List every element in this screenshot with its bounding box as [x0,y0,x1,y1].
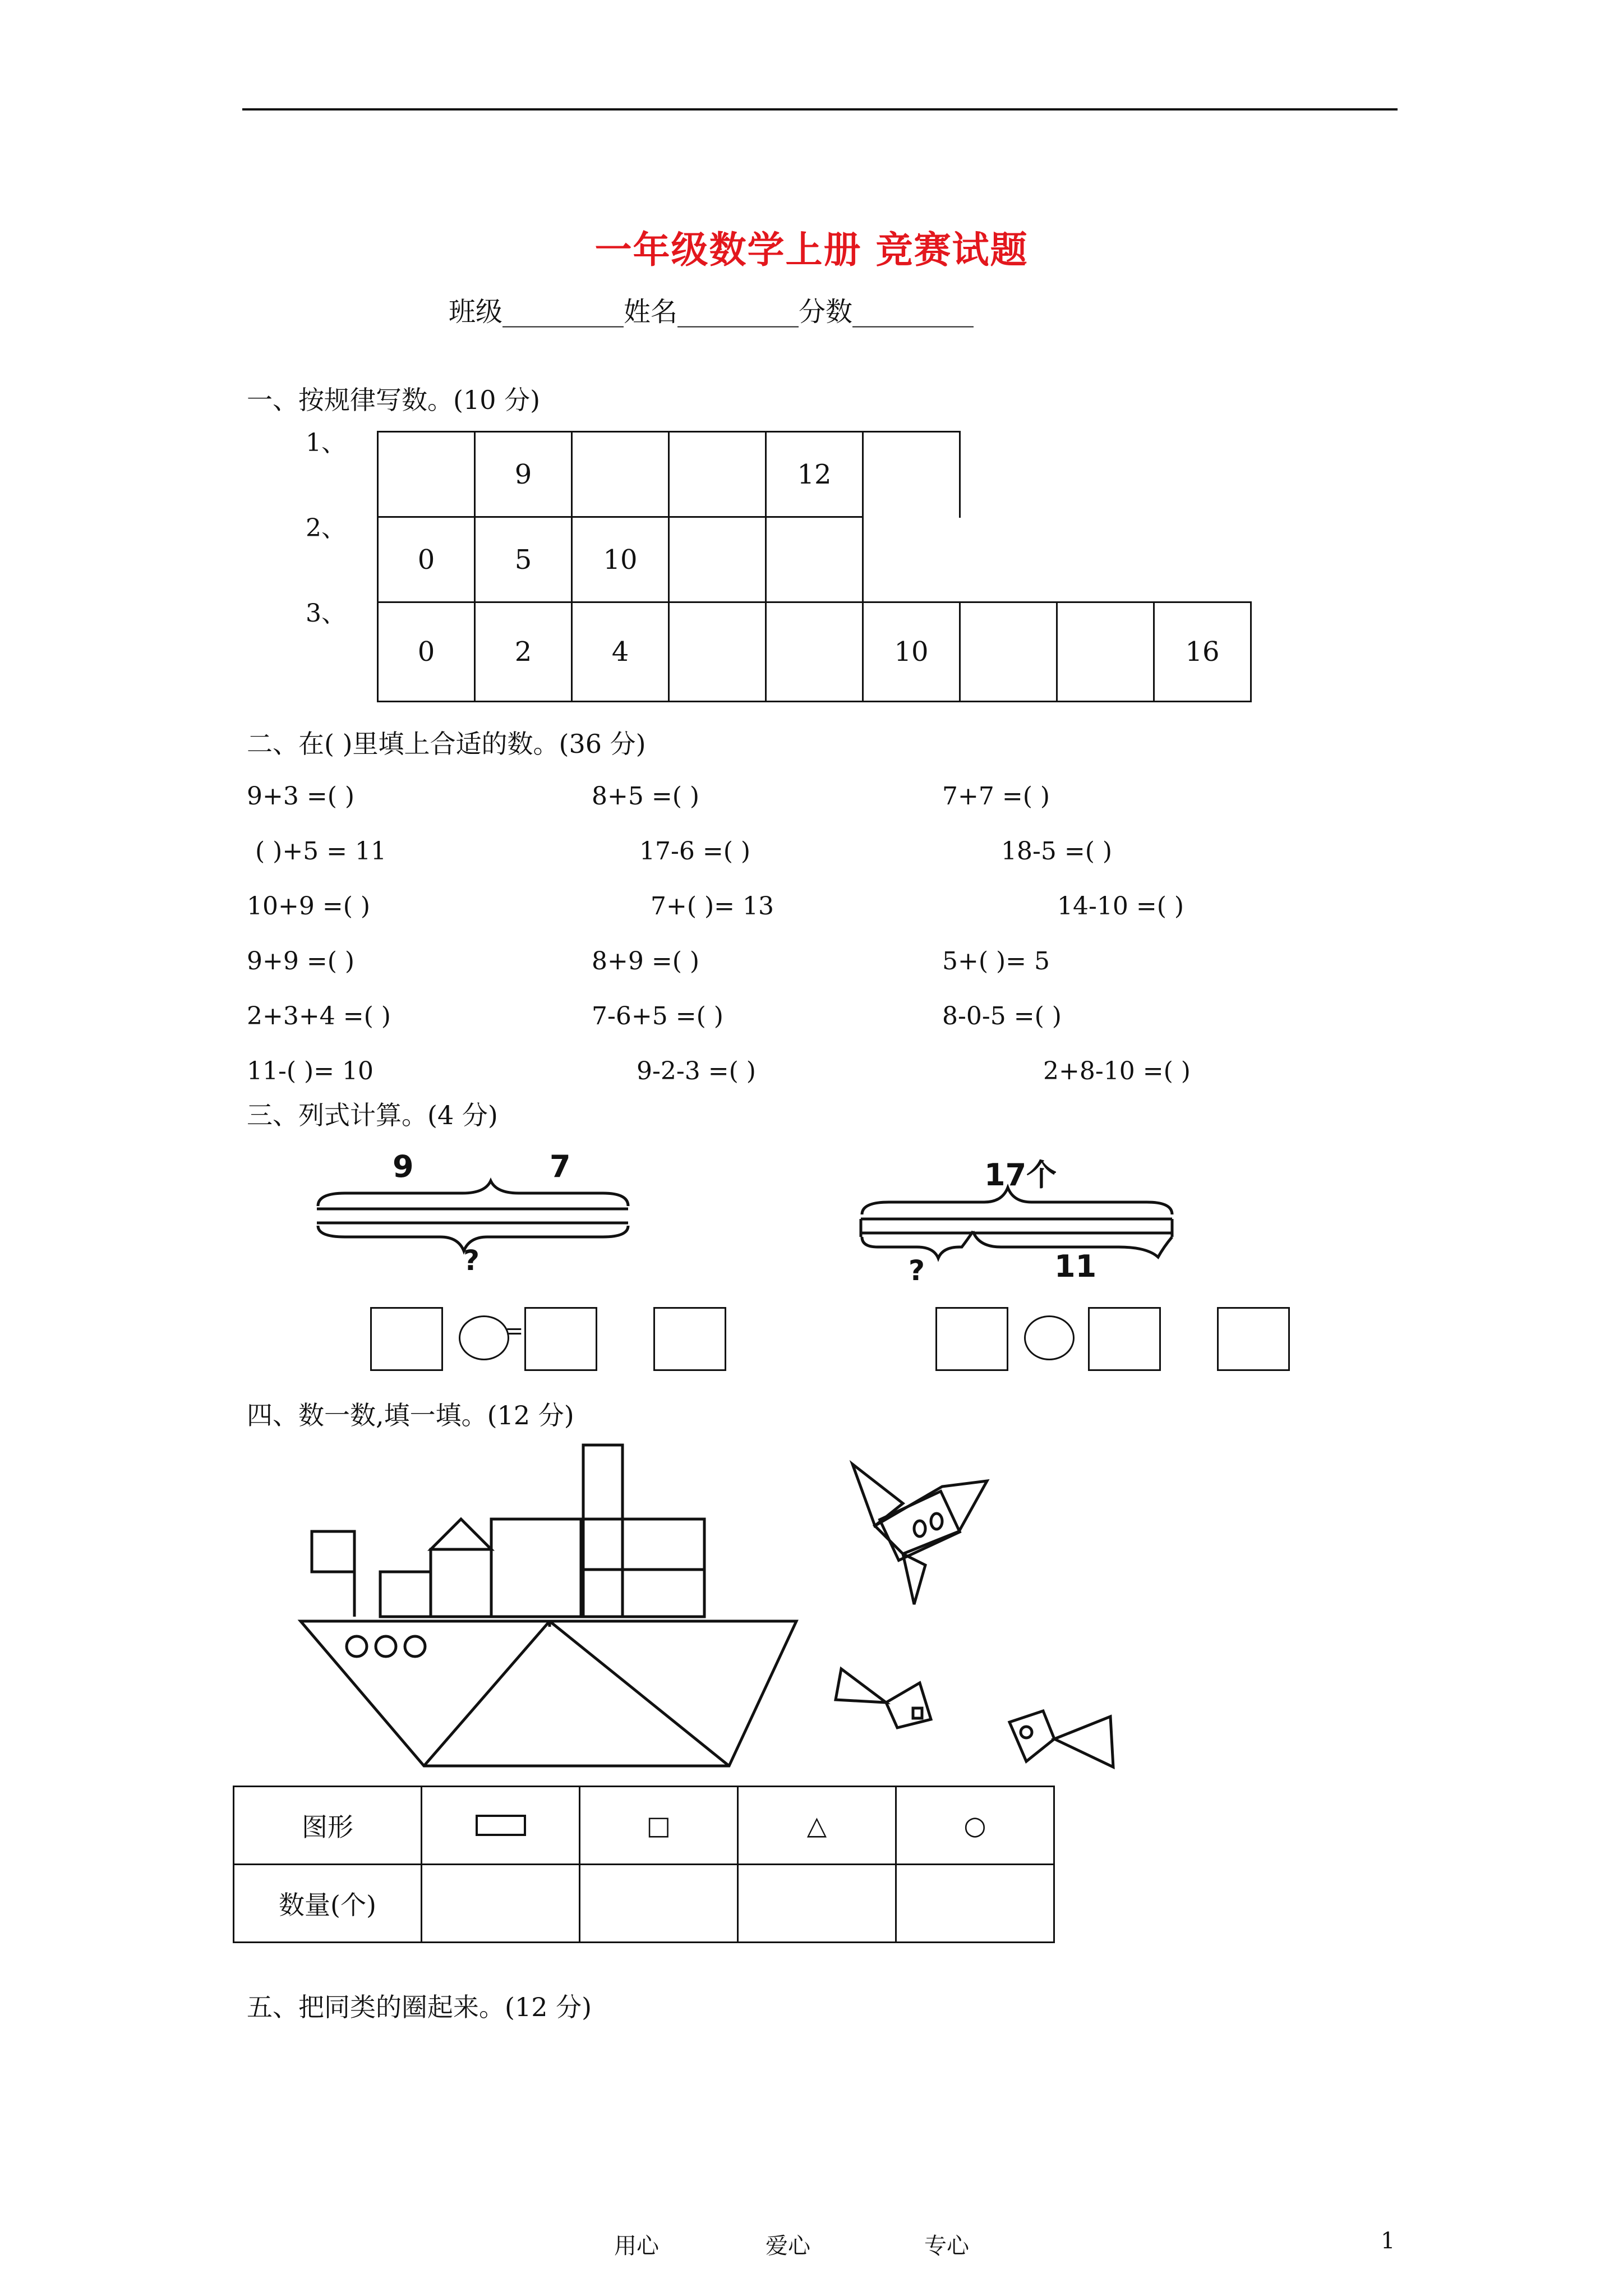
answer-box[interactable] [524,1307,597,1371]
count-cell[interactable] [896,1865,1054,1943]
equation[interactable]: 5+( )= 5 [942,947,1050,976]
answer-box[interactable] [1217,1307,1290,1371]
footer-middle: 爱心 [766,2233,810,2259]
count-cell[interactable] [580,1865,738,1943]
page-title: 一年级数学上册 竞赛试题 [594,228,1029,272]
footer-left: 用心 [614,2233,659,2259]
equation[interactable]: 8+5 =( ) [592,782,700,811]
diagram1-bottom: ? [463,1244,480,1277]
diagram2-top: 17个 [984,1157,1057,1193]
seq3-cell[interactable] [959,601,1058,702]
seq2-cell[interactable]: 0 [377,516,476,603]
shape-row-label: 图形 [234,1787,422,1865]
header-rule [242,108,1398,111]
fish-illustration [830,1658,942,1747]
seq3-cell[interactable]: 4 [571,601,670,702]
equation[interactable]: 17-6 =( ) [639,837,751,866]
operator-oval[interactable] [459,1315,509,1360]
sequence-row-3 [379,601,1252,702]
equation[interactable]: 7+( )= 13 [651,892,774,921]
seq1-cell[interactable]: 12 [765,431,864,518]
sequence-row-1 [379,431,961,518]
footer-right: 专心 [924,2233,969,2259]
equation[interactable]: 7-6+5 =( ) [592,1002,723,1030]
seq3-cell[interactable]: 2 [474,601,573,702]
equation[interactable]: 18-5 =( ) [1001,837,1113,866]
diagram1-top-right: 7 [550,1149,571,1184]
equation[interactable]: 9-2-3 =( ) [637,1057,756,1085]
answer-box[interactable] [935,1307,1008,1371]
shape-count-table [233,1786,1055,1943]
equation[interactable]: 7+7 =( ) [942,782,1050,811]
seq1-cell[interactable]: 9 [474,431,573,518]
name-blank[interactable]: _________ [677,296,799,328]
answer-box[interactable] [1088,1307,1161,1371]
seq1-cell[interactable] [571,431,670,518]
name-label: 姓名 [624,296,678,328]
section1-heading: 一、按规律写数。(10 分) [247,385,541,415]
diagram2-bottom-right: 11 [1054,1249,1097,1284]
seq1-cell[interactable] [668,431,767,518]
sequence-row-2 [379,516,864,603]
seq1-cell[interactable] [377,431,476,518]
equation[interactable]: 2+8-10 =( ) [1043,1057,1191,1085]
equation[interactable]: ( )+5 = 11 [255,837,387,866]
class-blank[interactable]: _________ [502,296,624,328]
equation[interactable]: 8+9 =( ) [592,947,700,976]
equation[interactable]: 9+3 =( ) [247,782,355,811]
ship-illustration [280,1442,819,1778]
seq3-cell[interactable]: 0 [377,601,476,702]
triangle-icon: △ [738,1787,896,1865]
row1-label: 1、 [306,429,346,457]
seq2-cell[interactable] [765,516,864,603]
operator-oval[interactable] [1024,1315,1075,1360]
diagram2-bottom-left: ? [909,1254,925,1287]
equation[interactable]: 2+3+4 =( ) [247,1002,391,1030]
equation[interactable]: 9+9 =( ) [247,947,355,976]
seq2-cell[interactable]: 5 [474,516,573,603]
section4-heading: 四、数一数,填一填。(12 分) [247,1400,574,1430]
equation[interactable]: 10+9 =( ) [247,892,371,921]
rocket-illustration [841,1458,998,1621]
class-label: 班级 [449,296,503,328]
section2-heading: 二、在( )里填上合适的数。(36 分) [247,729,646,759]
student-info-line [449,296,974,328]
seq3-cell[interactable]: 10 [862,601,961,702]
page-number: 1 [1381,2228,1395,2254]
score-blank[interactable]: _________ [852,296,974,328]
count-cell[interactable] [738,1865,896,1943]
equation[interactable]: 8-0-5 =( ) [942,1002,1062,1030]
seq1-cell[interactable] [862,431,961,518]
rectangle-icon [422,1787,580,1865]
diagram1-top-left: 9 [393,1149,414,1184]
count-row-label: 数量(个) [234,1865,422,1943]
seq3-cell[interactable] [668,601,767,702]
row2-label: 2、 [306,514,346,542]
seq3-cell[interactable] [1056,601,1155,702]
section5-heading: 五、把同类的圈起来。(12 分) [247,1992,592,2022]
seq3-cell[interactable]: 16 [1153,601,1252,702]
row3-label: 3、 [306,599,346,628]
count-cell[interactable] [422,1865,580,1943]
circle-icon: ○ [896,1787,1054,1865]
section3-heading: 三、列式计算。(4 分) [247,1100,498,1130]
square-icon: □ [580,1787,738,1865]
fish-illustration-2 [1004,1705,1116,1784]
score-label: 分数 [799,296,853,328]
equation[interactable]: 14-10 =( ) [1057,892,1184,921]
seq3-cell[interactable] [765,601,864,702]
seq2-cell[interactable] [668,516,767,603]
equals-sign: = [505,1318,524,1344]
equation[interactable]: 11-( )= 10 [247,1057,374,1085]
answer-box[interactable] [653,1307,726,1371]
seq2-cell[interactable]: 10 [571,516,670,603]
answer-box[interactable] [370,1307,443,1371]
